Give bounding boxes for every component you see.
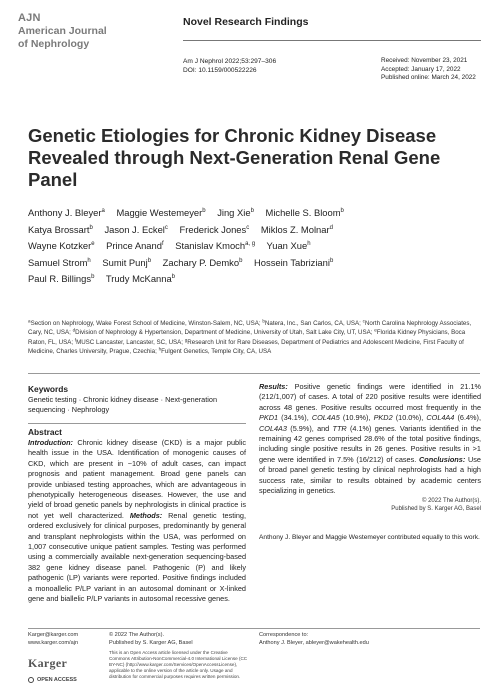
correspondence-email[interactable]: Anthony J. Bleyer, ableyer@wakehealth.edu [259,639,369,646]
affiliations: $^a$Section on Nephrology, Wake Forest School of Medicine, Winston-Salem, NC, USA; $^b$Natera, Inc., San Carlos, CA, USA; $^c$North Carolina Nephrology Associates, Cary, NC, USA; $^d$Division of Nephrology & Hypertension, Department of Medicine, University of Utah, Salt Lake City, UT, USA; $^e$Florida Kidney Physicians, Boca Raton, FL, USA; $^f$MUSC Lancaster, Lancaster, SC, USA; $^g$Research Unit for Rare Diseases, Department of Pediatrics and Adolescent Medicine, First Faculty of Medicine, Charles University, Prague, Czechia; $^h$Fulgent Genetics, Temple City, CA, USA [28,318,472,356]
author: Anthony J. Bleyer$^a$ [28,207,105,218]
abstract-divider [28,423,246,424]
equal-contribution-note: Anthony J. Bleyer and Maggie Westemeyer contributed equally to this work. [259,534,480,542]
right-column [259,383,481,542]
journal-abbr: AJN [18,12,41,24]
author: Stanislav Kmoch$^{a, g}$ [175,240,256,251]
left-column [28,383,246,605]
abstract-text-part1: Introduction: Chronic kidney disease (CKD) is a major public health issue in the USA. Identification of monogenic causes of CKD, which are present in ~10% of adult cases, can impact prognosis and patient management. Broad gene panels can provide unbiased testing approaches, which are advantageous in phenotypically heterogeneous diseases. However, the use and yield of broad genetic panels by nephrologists in clinical practice is not yet well characterized. Methods: Renal genetic testing, ordered exclusively for clinical purposes, predominantly by general and transplant nephrologists within the USA, was performed on 1,007 consecutive unique patient samples. Testing was performed using a commercially available next-generation sequencing-based 382 gene kidney disease panel. Pathogenic (P) and likely pathogenic (LP) variants were reported. Positive findings included a monoallelic P/LP variant in an autosomal dominant or X-linked gene and biallelic P/LP variants in autosomal recessive genes. [28,438,247,604]
citation-line1: Am J Nephrol 2022;53:297–306 [183,58,277,65]
keywords-text: Genetic testing · Chronic kidney disease · Next-generation sequencing · Nephrology [28,395,218,414]
author: Michelle S. Bloom$^b$ [265,207,344,218]
accepted-date: Accepted: January 17, 2022 [381,65,461,73]
author: Trudy McKanna$^b$ [105,273,176,284]
author: Frederick Jones$^c$ [179,223,250,235]
journal-block [18,12,158,50]
doi-link[interactable]: DOI: 10.1159/000522226 [183,67,257,74]
author: Katya Brossart$^b$ [28,223,93,235]
article-dates [381,57,481,83]
author: Yuan Xue$^h$ [266,240,311,251]
author: Maggie Westemeyer$^b$ [116,207,206,218]
author: Zachary P. Demko$^b$ [162,256,243,268]
author: Prince Anand$^f$ [106,240,164,251]
published-date: Published online: March 24, 2022 [381,74,476,81]
open-access-icon [28,677,34,683]
author: Jason J. Eckel$^c$ [104,223,168,235]
karger-logo: Karger [28,656,68,670]
footer-divider [28,628,480,629]
open-access-badge: OPEN ACCESS [28,677,77,683]
footer-contact [28,632,78,647]
correspondence: Correspondence to: Anthony J. Bleyer, ableyer@wakehealth.edu [259,632,369,646]
affiliations-divider [28,373,480,374]
footer-license: © 2022 The Author(s). Published by S. Karger AG, Basel This is an Open Access article licensed under the Creative Commons Attribution-NonCommercial-4.0 International License (CC BY-NC) (http://www.karger.com/Services/OpenAccessLicense), applicable to the online version of the article only. Usage and distribution for commercial purposes requires written permission. [109,632,248,679]
abstract-text-part2: Results: Positive genetic findings were identified in 21.1% (212/1,007) of cases. A total of 220 positive results were identified across 48 genes. Positive results occurred most frequently in the PKD1 (34.1%), COL4A5 (10.9%), PKD2 (10.0%), COL4A4 (6.4%), COL4A3 (5.9%), and TTR (4.1%) genes. Variants identified in the remaining 42 genes comprised 28.6% of the total positive findings, including single positive results in 26 genes. Positive results in >1 gene were identified in 7.5% (16/212) of cases. Conclusions: Use of broad panel genetic testing by clinical nephrologists had a high success rate, similar to results obtained by academic centers specializing in genetics. [259,382,481,496]
article-title: Genetic Etiologies for Chronic Kidney Disease Revealed through Next-Generation Renal Gene Panel [28,125,441,190]
section-label: Novel Research Findings [183,16,309,28]
keywords-heading: Keywords [28,384,69,394]
journal-name-line2: of Nephrology [18,37,90,50]
author: Miklos Z. Molnar$^d$ [260,223,333,235]
journal-name-line1: American Journal [18,25,107,37]
author: Paul R. Billings$^b$ [28,273,95,284]
author: Hossein Tabriziani$^b$ [254,256,334,268]
license-text: This is an Open Access article licensed under the Creative Commons Attribution-NonCommercial-4.0 International License (CC BY-NC) (http://www.karger.com/Services/OpenAccessLicense), applicable to the online version of the article only. Usage and distribution for commercial purposes requires written permission. [109,650,248,679]
header-divider [183,40,481,41]
author: Wayne Kotzker$^e$ [28,240,95,251]
citation [183,57,276,75]
abstract-copyright: © 2022 The Author(s). Published by S. Karger AG, Basel [391,498,481,513]
author-list [28,205,478,288]
received-date: Received: November 23, 2021 [381,57,468,64]
author: Samuel Strom$^h$ [28,256,91,268]
author: Sumit Punj$^b$ [102,256,152,268]
publisher-email-link[interactable]: Karger@karger.com [28,632,79,638]
abstract-heading: Abstract [28,427,62,437]
author: Jing Xie$^b$ [217,207,254,218]
journal-web-link[interactable]: www.karger.com/ajn [28,639,79,646]
